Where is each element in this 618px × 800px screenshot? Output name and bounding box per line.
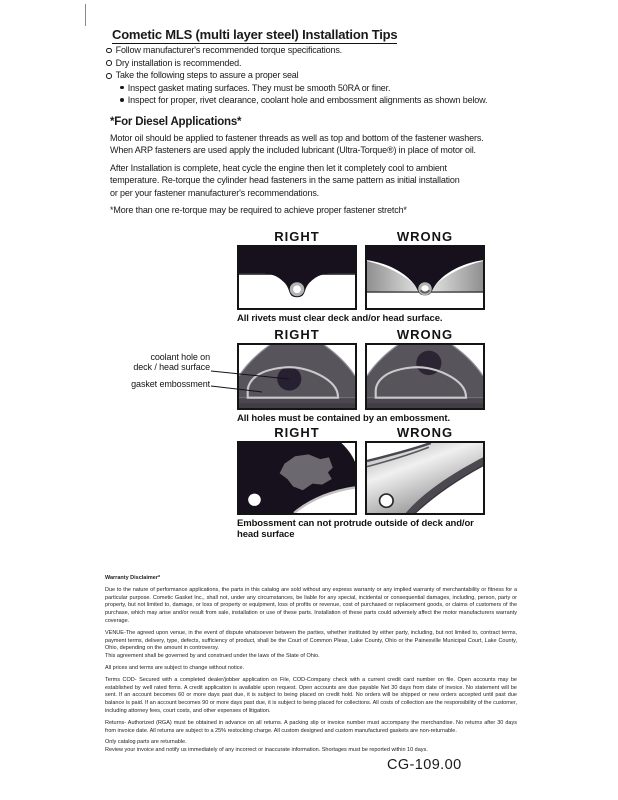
wrong-label: WRONG (396, 327, 454, 342)
list-item-text: Follow manufacturer's recommended torque specifications. (115, 45, 343, 55)
paragraph-line: When ARP fasteners are used apply the included lubricant (Ultra-Torque®) in place of motor oil. (110, 145, 476, 156)
diesel-paragraph-2 (110, 163, 460, 200)
page-number: CG-109.00 (387, 757, 462, 773)
installation-tips-list (106, 45, 487, 108)
legal-paragraph: Returns- Authorized (RGA) must be obtained in advance on all returns. A packing slip or invoice number must accompany the merchandise. No returns after 30 days from invoice date. All returns are subject to a 25% restocking charge. All custom designed and custom manufactured gaskets are non-returnable. (105, 719, 517, 734)
list-item (106, 45, 487, 58)
pair3-caption: Embossment can not protrude outside of deck and/or head surface (237, 518, 474, 540)
diagram-rivet-right (237, 245, 357, 310)
right-label: RIGHT (274, 425, 320, 440)
pair2-caption: All holes must be contained by an embossment. (237, 413, 450, 424)
warranty-disclaimer-heading: Warranty Disclaimer* (105, 575, 161, 581)
paragraph-line: or per your fastener manufacturer's recommendations. (110, 187, 320, 198)
open-bullet-icon (106, 60, 112, 66)
wrong-label: WRONG (396, 229, 454, 244)
pair2-headers (237, 327, 485, 343)
list-sub-item (106, 83, 487, 96)
legal-paragraph: Only catalog parts are returnable. (105, 739, 187, 746)
legal-fine-print (105, 575, 517, 755)
open-bullet-icon (106, 73, 112, 79)
diesel-applications-heading: *For Diesel Applications* (110, 116, 242, 128)
legal-paragraph: Review your invoice and notify us immediately of any incorrect or inaccurate information. Shortages must be reported within 10 days. (105, 747, 428, 754)
list-item-text: Inspect for proper, rivet clearance, coolant hole and embossment alignments as shown below. (127, 95, 488, 106)
paragraph-line: After Installation is complete, heat cycle the engine then let it completely cool to ambient (110, 163, 447, 173)
list-item-text: Dry installation is recommended. (115, 57, 242, 68)
label-line: coolant hole on (150, 352, 210, 362)
leader-lines (105, 345, 300, 400)
pair1-headers (237, 229, 485, 245)
filled-bullet-icon (120, 86, 124, 90)
legal-paragraph: All prices and terms are subject to change without notice. (105, 664, 245, 671)
pair1-boxes (237, 245, 485, 310)
diagram-rivet-wrong (365, 245, 485, 310)
list-item (106, 70, 487, 83)
legal-paragraph: Due to the nature of performance applications, the parts in this catalog are sold without any express warranty or any implied warranty of merchantability or fitness for a particular purpose. Cometic Gasket Inc., shall not, under any circumstances, be liable for any special, incidental or consequential damages, including, person, party or property, but not limited to, damage, or loss of property or equipment, loss of profits or revenue, cost of purchased or replacement goods, or claims of customers of the purchase, which may arise and/or result from sale, installation or use of these parts. Installation of these parts could adversely affect the motor manufacturers warranty coverage. (105, 586, 517, 624)
diesel-paragraph-1 (110, 133, 484, 158)
list-item-text: Inspect gasket mating surfaces. They must be smooth 50RA or finer. (127, 82, 391, 93)
list-item (106, 58, 487, 71)
label-line: deck / head surface (133, 362, 210, 372)
right-label: RIGHT (274, 229, 320, 244)
pair1-caption: All rivets must clear deck and/or head surface. (237, 313, 443, 324)
paragraph-line: Motor oil should be applied to fastener threads as well as top and bottom of the fastener washers. (110, 133, 484, 143)
retorque-note: *More than one re-torque may be required to achieve proper fastener stretch* (110, 205, 407, 215)
legal-paragraph: This agreement shall be governed by and construed under the laws of the State of Ohio. (105, 653, 320, 660)
diagram-pair-rivets (237, 229, 485, 324)
right-label: RIGHT (274, 327, 320, 342)
page-edge-mark (85, 4, 86, 26)
open-bullet-icon (106, 48, 112, 54)
legal-paragraph: Terms COD- Secured with a completed dealer/jobber application on File, COD-Company check with a current credit card number on file. Open accounts may be established by well rated firms. A credit application is available upon request. Open accounts are due payable Net 30 days from date of invoice. No statement will be sent. If an account becomes 60 or more days past due, it is subject to being placed on credit hold. No orders will be shipped or new orders accepted until past due balance is paid. If an account becomes 90 or more days past due, it is subject to being placed for collections. All costs of collection are the responsibility of the customer, including attorney fees, court costs, and other expenses of litigation. (105, 676, 517, 714)
pair3-headers (237, 425, 485, 441)
paragraph-line: temperature. Re-torque the cylinder head fasteners in the same pattern as initial installation (110, 175, 460, 186)
gasket-embossment-label: gasket embossment (131, 379, 210, 389)
filled-bullet-icon (120, 98, 124, 102)
page-title: Cometic MLS (multi layer steel) Installation Tips (112, 27, 398, 42)
diagram-embossment-wrong (365, 441, 485, 515)
diagram-hole-wrong (365, 343, 485, 410)
wrong-label: WRONG (396, 425, 454, 440)
diagram-embossment-right (237, 441, 357, 515)
legal-paragraph: VENUE-The agreed upon venue, in the event of dispute whatsoever between the parties, whether instituted by either party, including, but not limited to, contract terms, payment terms, delivery, type, defects, sufficiency of product, shall be the Court of Common Pleas, Lake County, Ohio or the Painesville Municipal Court, Lake County, Ohio, depending on the amount in controversy. (105, 629, 517, 652)
list-item-text: Take the following steps to assure a proper seal (115, 70, 299, 81)
pair3-boxes (237, 441, 485, 515)
diagram-pair-embossment (237, 425, 485, 540)
list-sub-item (106, 95, 487, 108)
